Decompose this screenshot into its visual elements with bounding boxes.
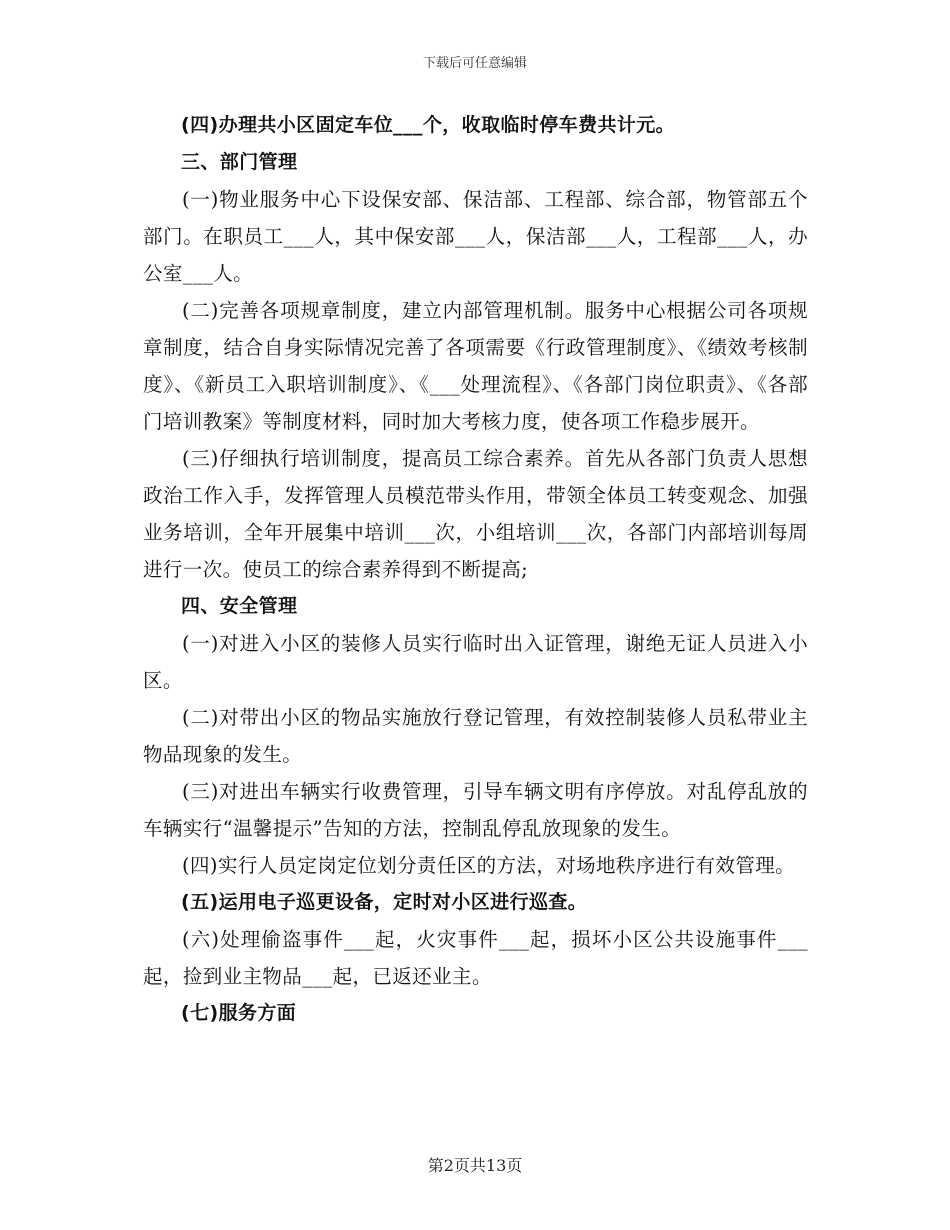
section-heading-safety-management: 四、安全管理 [181, 595, 298, 617]
section-heading-department-management: 三、部门管理 [181, 151, 298, 173]
paragraph-post-assignment: (四)实行人员定岗定位划分责任区的方法，对场地秩序进行有效管理。 [182, 854, 796, 877]
paragraph-goods-release: (二)对带出小区的物品实施放行登记管理，有效控制装修人员私带业主物品现象的发生。 [143, 706, 808, 766]
paragraph-incidents: (六)处理偷盗事件___起，火灾事件___起，损坏小区公共设施事件___起，捡到业主物品___起，已返还业主。 [143, 928, 808, 988]
paragraph-departments: (一)物业服务中心下设保安部、保洁部、工程部、综合部，物管部五个部门。在职员工___人，其中保安部___人，保洁部___人，工程部___人，办公室___人。 [143, 188, 808, 285]
page-header: 下载后可任意编辑 [422, 56, 527, 71]
paragraph-training: (三)仔细执行培训制度，提高员工综合素养。首先从各部门负责人思想政治工作入手，发挥管理人员模范带头作用，带领全体员工转变观念、加强业务培训，全年开展集中培训___次，小组培训___次，各部门内部培训每周进行一次。使员工的综合素养得到不断提高; [143, 447, 808, 581]
paragraph-patrol: (五)运用电子巡更设备，定时对小区进行巡查。 [181, 891, 588, 913]
paragraph-regulations: (二)完善各项规章制度，建立内部管理机制。服务中心根据公司各项规章制度，结合自身实际情况完善了各项需要《行政管理制度》、《绩效考核制度》、《新员工入职培训制度》、《___处理流程》、《各部门岗位职责》、《各部门培训教案》等制度材料，同时加大考核力度，使各项工作稳步展开。 [143, 299, 808, 433]
paragraph-parking-spaces: (四)办理共小区固定车位___个，收取临时停车费共计元。 [181, 114, 676, 136]
document-body [143, 107, 808, 1032]
paragraph-service-heading: (七)服务方面 [181, 1002, 297, 1024]
paragraph-vehicle-management: (三)对进出车辆实行收费管理，引导车辆文明有序停放。对乱停乱放的车辆实行“温馨提示”告知的方法，控制乱停乱放现象的发生。 [143, 780, 808, 840]
paragraph-renovation-pass: (一)对进入小区的装修人员实行临时出入证管理，谢绝无证人员进入小区。 [143, 632, 808, 692]
page-footer: 第2页共13页 [427, 1156, 523, 1175]
